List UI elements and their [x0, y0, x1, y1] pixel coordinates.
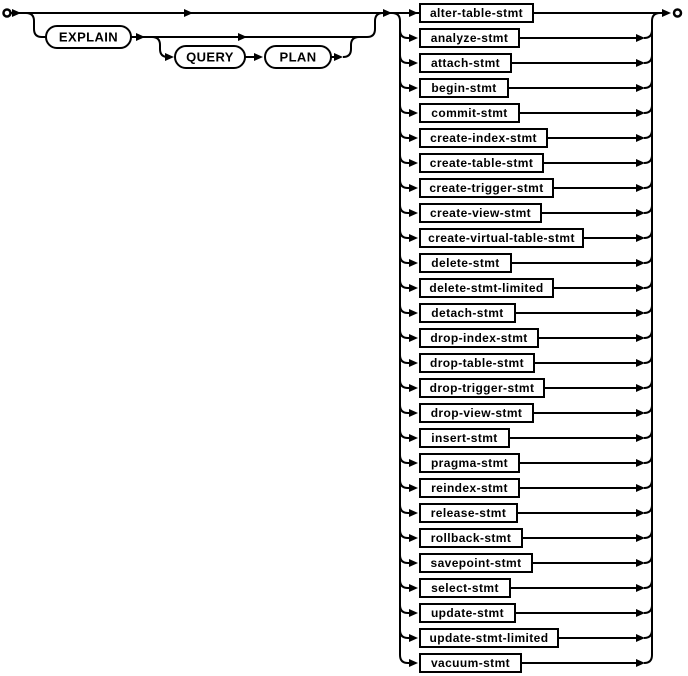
- row-branch-line: [400, 55, 409, 63]
- arrow-icon: [636, 459, 645, 467]
- arrow-icon: [636, 84, 645, 92]
- row-branch-line: [400, 655, 409, 663]
- arrow-icon: [662, 9, 671, 17]
- row-merge-line: [644, 80, 652, 88]
- row-branch-line: [400, 105, 409, 113]
- arrow-icon: [136, 33, 145, 41]
- arrow-icon: [636, 434, 645, 442]
- nonterminal-label: reindex-stmt: [431, 481, 508, 495]
- row-branch-line: [400, 255, 409, 263]
- row-branch-line: [400, 630, 409, 638]
- nonterminal-label: insert-stmt: [431, 431, 498, 445]
- arrow-icon: [636, 259, 645, 267]
- nonterminal-label: update-stmt-limited: [429, 631, 549, 645]
- arrow-icon: [636, 584, 645, 592]
- arrow-icon: [636, 34, 645, 42]
- nonterminal-label: detach-stmt: [431, 306, 504, 320]
- arrow-icon: [636, 309, 645, 317]
- nonterminal-label: select-stmt: [431, 581, 499, 595]
- arrow-icon: [165, 53, 174, 61]
- row-merge-line: [644, 380, 652, 388]
- row-merge-line: [644, 405, 652, 413]
- row-merge-line: [644, 355, 652, 363]
- arrow-icon: [636, 209, 645, 217]
- arrow-icon: [409, 84, 418, 92]
- nonterminal-label: create-index-stmt: [430, 131, 537, 145]
- row-merge-line: [644, 105, 652, 113]
- arrow-icon: [636, 159, 645, 167]
- row-branch-line: [400, 505, 409, 513]
- right-rail-line: [652, 13, 660, 655]
- arrow-icon: [636, 484, 645, 492]
- row-branch-line: [400, 430, 409, 438]
- row-branch-line: [400, 180, 409, 188]
- keyword-label-plan: PLAN: [279, 49, 317, 65]
- arrow-icon: [409, 434, 418, 442]
- nonterminal-label: pragma-stmt: [430, 456, 509, 470]
- row-merge-line: [644, 605, 652, 613]
- nonterminal-label: drop-view-stmt: [430, 406, 523, 420]
- row-branch-line: [400, 555, 409, 563]
- row-branch-line: [400, 605, 409, 613]
- arrow-icon: [409, 609, 418, 617]
- nonterminal-label: commit-stmt: [431, 106, 508, 120]
- nonterminal-label: create-trigger-stmt: [429, 181, 544, 195]
- row-merge-line: [644, 30, 652, 38]
- arrow-icon: [636, 284, 645, 292]
- nonterminal-label: create-table-stmt: [429, 156, 534, 170]
- arrow-icon: [409, 359, 418, 367]
- arrow-icon: [409, 384, 418, 392]
- row-merge-line: [644, 430, 652, 438]
- row-branch-line: [400, 155, 409, 163]
- row-branch-line: [400, 330, 409, 338]
- row-merge-line: [644, 455, 652, 463]
- arrow-icon: [409, 559, 418, 567]
- row-merge-line: [644, 655, 652, 663]
- arrow-icon: [636, 534, 645, 542]
- row-merge-line: [644, 505, 652, 513]
- row-branch-line: [400, 405, 409, 413]
- arrow-icon: [636, 609, 645, 617]
- arrow-icon: [12, 9, 21, 17]
- row-branch-line: [400, 380, 409, 388]
- row-branch-line: [400, 205, 409, 213]
- nonterminal-label: analyze-stmt: [430, 31, 509, 45]
- arrow-icon: [409, 409, 418, 417]
- nonterminal-label: drop-index-stmt: [430, 331, 528, 345]
- arrow-icon: [409, 34, 418, 42]
- arrow-icon: [636, 409, 645, 417]
- arrow-icon: [184, 9, 193, 17]
- arrow-icon: [383, 9, 392, 17]
- row-branch-line: [400, 230, 409, 238]
- arrow-icon: [409, 134, 418, 142]
- arrow-icon: [409, 234, 418, 242]
- row-merge-line: [644, 180, 652, 188]
- nonterminal-label: alter-table-stmt: [429, 6, 524, 20]
- row-merge-line: [644, 330, 652, 338]
- arrow-icon: [409, 459, 418, 467]
- keyword-label-query: QUERY: [186, 49, 234, 65]
- row-merge-line: [644, 305, 652, 313]
- row-branch-line: [400, 355, 409, 363]
- arrow-icon: [409, 109, 418, 117]
- arrow-icon: [409, 534, 418, 542]
- nonterminal-label: rollback-stmt: [430, 531, 512, 545]
- row-branch-line: [400, 580, 409, 588]
- left-rail-line: [392, 13, 400, 655]
- arrow-icon: [409, 509, 418, 517]
- nonterminal-label: drop-table-stmt: [430, 356, 524, 370]
- row-merge-line: [644, 580, 652, 588]
- arrow-icon: [409, 284, 418, 292]
- arrow-icon: [409, 9, 418, 17]
- arrow-icon: [409, 159, 418, 167]
- nonterminal-label: delete-stmt-limited: [429, 281, 544, 295]
- nonterminal-label: release-stmt: [430, 506, 507, 520]
- arrow-icon: [409, 634, 418, 642]
- row-branch-line: [400, 480, 409, 488]
- arrow-icon: [636, 334, 645, 342]
- row-merge-line: [644, 205, 652, 213]
- row-branch-line: [400, 455, 409, 463]
- arrow-icon: [636, 234, 645, 242]
- arrow-icon: [409, 659, 418, 667]
- end-terminal-icon: [674, 10, 681, 17]
- explain-branch-line: [26, 13, 46, 37]
- arrow-icon: [254, 53, 263, 61]
- row-branch-line: [400, 305, 409, 313]
- nonterminal-label: begin-stmt: [431, 81, 497, 95]
- row-branch-line: [400, 80, 409, 88]
- row-branch-line: [400, 30, 409, 38]
- start-terminal-icon: [4, 10, 11, 17]
- arrow-icon: [238, 33, 247, 41]
- row-branch-line: [400, 280, 409, 288]
- arrow-icon: [636, 359, 645, 367]
- nonterminal-label: vacuum-stmt: [430, 656, 511, 670]
- nonterminal-label: create-virtual-table-stmt: [428, 231, 575, 245]
- arrow-icon: [636, 559, 645, 567]
- nonterminal-label: update-stmt: [430, 606, 505, 620]
- arrow-icon: [636, 184, 645, 192]
- row-merge-line: [644, 230, 652, 238]
- nonterminal-label: savepoint-stmt: [430, 556, 522, 570]
- arrow-icon: [409, 59, 418, 67]
- row-merge-line: [644, 530, 652, 538]
- arrow-icon: [636, 59, 645, 67]
- arrow-icon: [409, 334, 418, 342]
- arrow-icon: [636, 109, 645, 117]
- row-branch-line: [400, 130, 409, 138]
- row-merge-line: [644, 480, 652, 488]
- keyword-label-explain: EXPLAIN: [58, 29, 119, 45]
- row-merge-line: [644, 630, 652, 638]
- arrow-icon: [636, 659, 645, 667]
- arrow-icon: [409, 259, 418, 267]
- nonterminal-label: drop-trigger-stmt: [429, 381, 535, 395]
- arrow-icon: [409, 184, 418, 192]
- arrow-icon: [334, 53, 343, 61]
- arrow-icon: [636, 384, 645, 392]
- nonterminal-label: create-view-stmt: [429, 206, 532, 220]
- row-merge-line: [644, 130, 652, 138]
- arrow-icon: [636, 134, 645, 142]
- row-merge-line: [644, 255, 652, 263]
- arrow-icon: [409, 209, 418, 217]
- explain-merge-line: [367, 13, 383, 37]
- row-merge-line: [644, 280, 652, 288]
- arrow-icon: [409, 584, 418, 592]
- nonterminal-label: attach-stmt: [430, 56, 501, 70]
- row-merge-line: [644, 155, 652, 163]
- row-merge-line: [644, 55, 652, 63]
- row-merge-line: [644, 555, 652, 563]
- row-branch-line: [400, 530, 409, 538]
- query-plan-merge-line: [343, 37, 359, 57]
- arrow-icon: [636, 634, 645, 642]
- arrow-icon: [636, 509, 645, 517]
- nonterminal-label: delete-stmt: [431, 256, 500, 270]
- arrow-icon: [409, 309, 418, 317]
- arrow-icon: [409, 484, 418, 492]
